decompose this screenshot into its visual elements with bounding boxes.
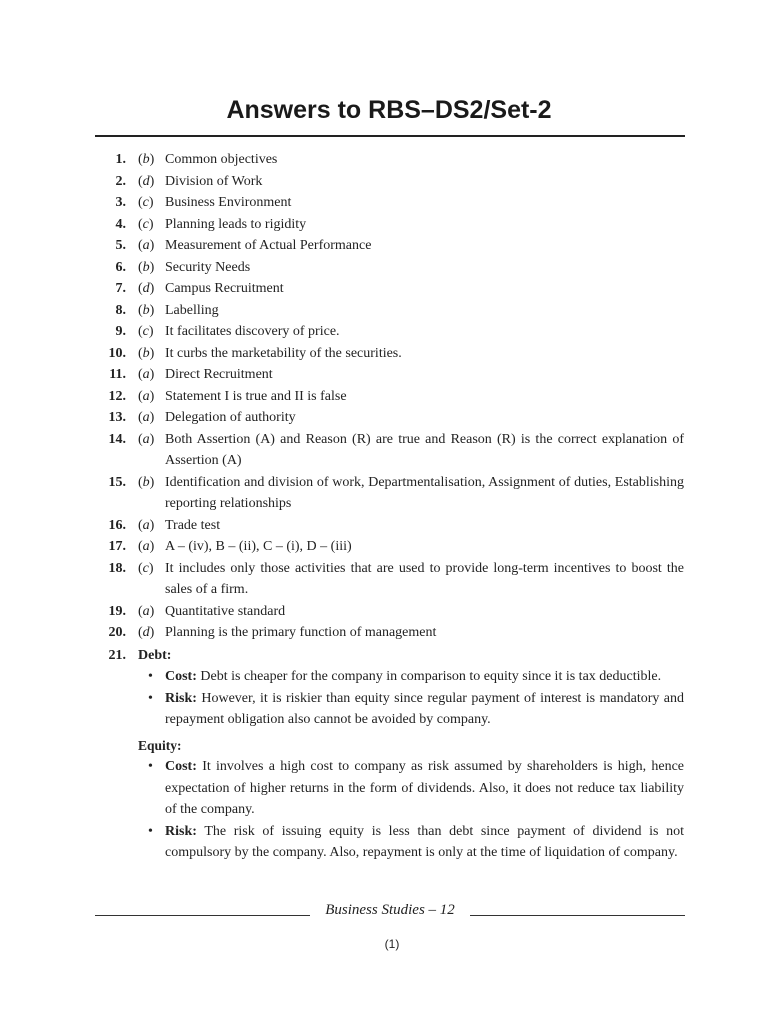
answer-option: (c): [138, 216, 154, 232]
answer-number: 1.: [115, 152, 126, 167]
page-number: (1): [384, 937, 400, 951]
answer-row: [0, 192, 768, 214]
page-title: Answers to RBS–DS2/Set-2: [226, 96, 552, 124]
answer-number: 21.: [108, 647, 126, 663]
answer-number: 20.: [108, 625, 126, 640]
answer-text: Security Needs: [165, 259, 251, 275]
debt-heading: Debt:: [138, 647, 172, 663]
answer-text: Planning leads to rigidity: [165, 216, 307, 232]
answer-row: [0, 321, 768, 343]
answer-text: Measurement of Actual Performance: [165, 238, 372, 253]
answer-row: [0, 364, 768, 386]
answer-text: Labelling: [165, 302, 219, 318]
answer-text: It includes only those activities that are used to provide long-term incentives to boost the sales of a firm.: [165, 560, 684, 597]
answer-option: (b): [138, 474, 155, 490]
answer-number: 9.: [115, 324, 126, 339]
footer-rule-right: [470, 915, 685, 916]
bullet-icon: •: [148, 823, 153, 839]
answer-row: [0, 257, 768, 279]
answer-text: Quantitative standard: [165, 603, 286, 619]
answer-number: 8.: [115, 302, 126, 318]
debt-cost-point: • Cost: Debt is cheaper for the company in comparison to equity since it is tax deductible.: [0, 666, 768, 688]
answer-number: 4.: [115, 216, 126, 232]
answer-row: [0, 601, 768, 623]
footer-text: Business Studies – 12: [325, 902, 455, 918]
answer-number: 12.: [108, 388, 126, 404]
answer-option: (a): [138, 603, 155, 619]
answer-row: [0, 536, 768, 558]
answer-text: Delegation of authority: [165, 410, 296, 425]
answer-text: Identification and division of work, Departmentalisation, Assignment of duties, Establishing reporting relationships: [165, 474, 684, 511]
answer-text: It facilitates discovery of price.: [165, 324, 340, 339]
answer-option: (a): [138, 388, 155, 404]
answer-number: 11.: [109, 367, 126, 382]
answer-row: [0, 343, 768, 365]
equity-points: [0, 756, 768, 864]
answer-text: Trade test: [165, 517, 221, 533]
answer-text: Planning is the primary function of management: [165, 625, 437, 640]
answer-option: (c): [138, 560, 154, 576]
answer-option: (b): [138, 302, 155, 318]
answer-row: [0, 386, 768, 408]
debt-risk-point: • Risk: However, it is riskier than equity since regular payment of interest is mandatory and repayment obligation also cannot be avoided by company.: [0, 688, 768, 731]
answer-text: Campus Recruitment: [165, 281, 284, 296]
answer-text: It curbs the marketability of the securities.: [165, 345, 402, 361]
answer-text: Common objectives: [165, 152, 278, 167]
answer-text: Division of Work: [165, 173, 263, 189]
answer-option: (a): [138, 539, 155, 554]
equity-heading: Equity:: [138, 737, 182, 753]
answer-row: [0, 300, 768, 322]
answer-number: 17.: [108, 539, 126, 554]
debt-points: [0, 666, 768, 731]
equity-risk-point: • Risk: The risk of issuing equity is less than debt since payment of dividend is not compulsory by the company. Also, repayment is only at the time of liquidation of company.: [0, 821, 768, 864]
answer-option: (d): [138, 281, 155, 296]
answer-text: Business Environment: [165, 195, 292, 210]
answer-list: [0, 149, 768, 864]
bullet-icon: •: [148, 690, 153, 706]
answer-row: [0, 235, 768, 257]
answer-row: [0, 278, 768, 300]
answer-option: (a): [138, 238, 155, 253]
answer-option: (a): [138, 367, 155, 382]
answer-number: 14.: [108, 431, 126, 447]
answer-row: [0, 149, 768, 171]
answer-option: (b): [138, 259, 155, 275]
answer-number: 19.: [108, 603, 126, 619]
answer-option: (d): [138, 173, 155, 189]
answer-option: (c): [138, 324, 154, 339]
answer-row: [0, 407, 768, 429]
answer-number: 16.: [108, 517, 126, 533]
answer-option: (d): [138, 625, 155, 640]
answer-option: (a): [138, 517, 155, 533]
answer-number: 15.: [108, 474, 126, 490]
answer-row: [0, 558, 768, 601]
title-underline: [95, 135, 685, 137]
answer-row: [0, 472, 768, 515]
answer-number: 2.: [115, 173, 126, 189]
answer-text: Statement I is true and II is false: [165, 388, 347, 404]
answer-option: (b): [138, 152, 155, 167]
answer-number: 10.: [108, 345, 126, 361]
answer-number: 18.: [108, 560, 126, 576]
answer-option: (c): [138, 195, 154, 210]
bullet-icon: •: [148, 759, 153, 774]
answer-text: Both Assertion (A) and Reason (R) are true and Reason (R) is the correct explanation of Assertion (A): [165, 431, 684, 468]
answer-option: (a): [138, 431, 155, 447]
answer-text: A – (iv), B – (ii), C – (i), D – (iii): [165, 539, 352, 554]
answer-number: 3.: [115, 195, 126, 210]
answer-text: Direct Recruitment: [165, 367, 273, 382]
equity-cost-point: • Cost: It involves a high cost to company as risk assumed by shareholders is high, hence expectation of higher returns in the form of dividends. Also, it does not reduce tax liability of the company.: [0, 756, 768, 821]
answer-option: (b): [138, 345, 155, 361]
answer-number: 6.: [115, 259, 126, 275]
answer-row: [0, 214, 768, 236]
answer-row-21: [0, 645, 768, 667]
answer-option: (a): [138, 410, 155, 425]
page-footer: [95, 902, 685, 926]
answer-number: 7.: [115, 281, 126, 296]
answer-number: 5.: [115, 238, 126, 253]
answer-row: [0, 622, 768, 644]
answer-row: [0, 429, 768, 472]
bullet-icon: •: [148, 669, 153, 684]
answer-row: [0, 171, 768, 193]
answer-number: 13.: [108, 410, 126, 425]
answer-row: [0, 515, 768, 537]
